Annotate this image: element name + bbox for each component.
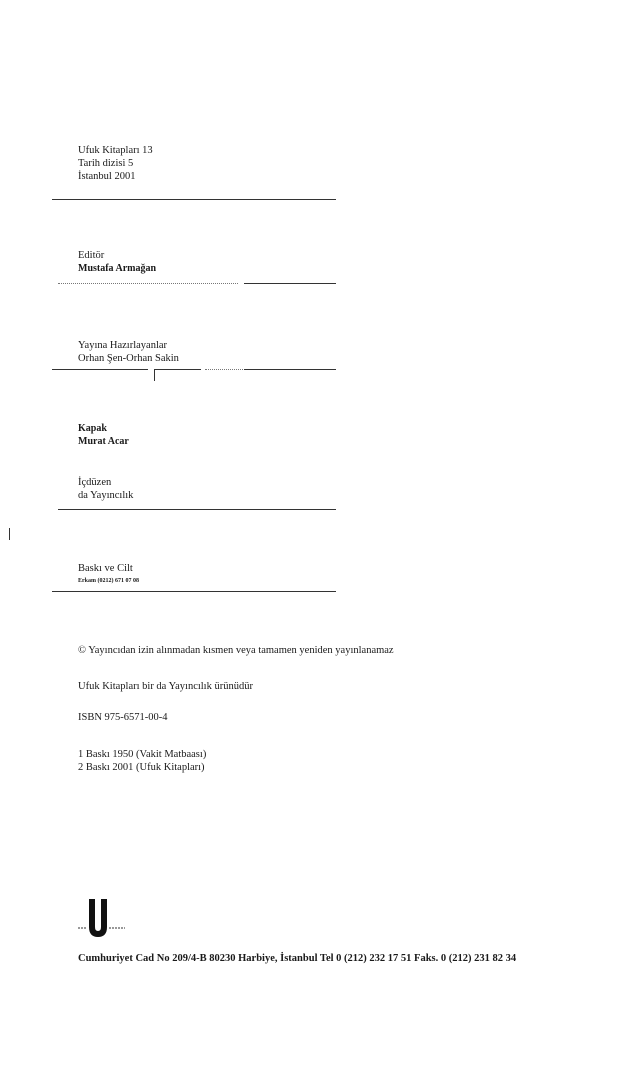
divider-rule — [58, 509, 336, 510]
product-note: Ufuk Kitapları bir da Yayıncılık ürünüdür — [78, 681, 253, 692]
layout-block — [78, 476, 133, 502]
edition-item: 1 Baskı 1950 (Vakit Matbaası) — [78, 749, 207, 760]
divider-rule — [58, 283, 238, 284]
divider-rule — [155, 369, 201, 370]
address-street: Cumhuriyet Cad No 209/4-B 80230 Harbiye, İstanbul — [78, 953, 318, 964]
printer-info: Erkam (0212) 671 07 08 — [78, 578, 139, 584]
series-place-year: İstanbul 2001 — [78, 171, 136, 182]
cover-block — [78, 422, 129, 448]
editions-list — [78, 748, 206, 774]
cover-label: Kapak — [78, 423, 107, 434]
cover-name: Murat Acar — [78, 436, 129, 447]
print-label: Baskı ve Cilt — [78, 563, 133, 574]
address-phone: Tel 0 (212) 232 17 51 Faks. 0 (212) 231 82 34 — [319, 953, 517, 964]
divider-rule — [244, 369, 336, 370]
editor-label: Editör — [78, 250, 105, 261]
preparers-label: Yayına Hazırlayanlar — [78, 340, 168, 351]
edition-item: 2 Baskı 2001 (Ufuk Kitapları) — [78, 762, 205, 773]
layout-label: İçdüzen — [78, 477, 112, 488]
series-name: Ufuk Kitapları 13 — [78, 145, 153, 156]
print-block — [78, 562, 139, 588]
copyright-notice: © Yayıncıdan izin alınmadan kısmen veya tamamen yeniden yayınlanamaz — [78, 645, 394, 656]
divider-rule — [52, 591, 336, 592]
layout-name: da Yayıncılık — [78, 490, 134, 501]
isbn: ISBN 975-6571-00-4 — [78, 712, 168, 723]
divider-rule — [52, 199, 336, 200]
edge-mark — [9, 528, 10, 540]
editor-name: Mustafa Armağan — [78, 263, 157, 274]
publisher-address — [78, 952, 516, 965]
u-letter-logo-icon — [78, 897, 128, 942]
divider-rule — [205, 369, 243, 370]
print-mark — [154, 369, 155, 381]
preparers-names: Orhan Şen-Orhan Sakin — [78, 353, 179, 364]
preparers-block — [78, 339, 179, 365]
series-block — [78, 144, 153, 183]
divider-rule — [244, 283, 336, 284]
editor-block — [78, 249, 156, 275]
divider-rule — [52, 369, 148, 370]
series-subseries: Tarih dizisi 5 — [78, 158, 134, 169]
